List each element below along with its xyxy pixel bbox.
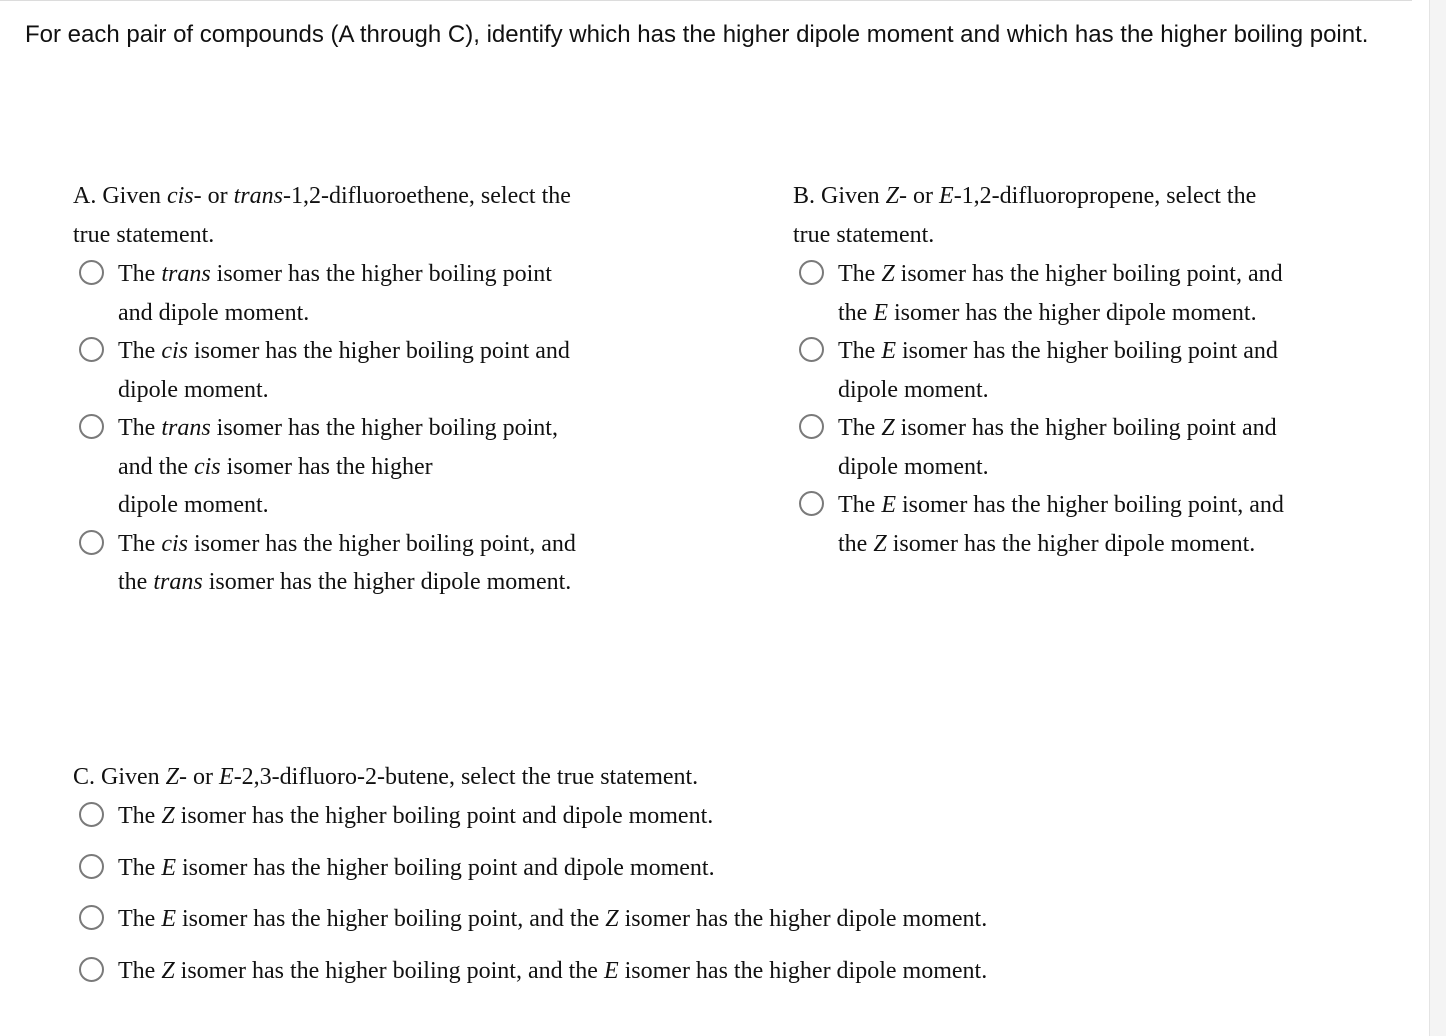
radio-button[interactable] bbox=[799, 260, 824, 285]
italic-term: Z bbox=[605, 906, 619, 932]
italic-term: trans bbox=[161, 261, 211, 287]
question-c-option-2[interactable] bbox=[73, 849, 1273, 888]
option-label: The cis isomer has the higher boiling point and dipole moment. bbox=[118, 338, 570, 403]
instructions-text: For each pair of compounds (A through C), identify which has the higher dipole moment and which has the higher boiling point. bbox=[25, 21, 1369, 48]
radio-button[interactable] bbox=[79, 414, 104, 439]
option-label: The Z isomer has the higher boiling point, and the E isomer has the higher dipole moment. bbox=[118, 957, 988, 984]
radio-button[interactable] bbox=[79, 905, 104, 930]
option-label: The Z isomer has the higher boiling point, and the E isomer has the higher dipole moment. bbox=[838, 261, 1283, 326]
option-label: The trans isomer has the higher boiling point, and the cis isomer has the higher dipole moment. bbox=[118, 415, 558, 518]
italic-term: cis bbox=[166, 183, 194, 209]
question-c-option-1[interactable] bbox=[73, 797, 1273, 836]
question-a-prompt: A. Given cis- or trans-1,2-difluoroethene, select the true statement. bbox=[73, 183, 571, 248]
question-a bbox=[73, 177, 713, 602]
italic-term: trans bbox=[153, 569, 203, 595]
italic-term: trans bbox=[233, 183, 283, 209]
italic-term: E bbox=[881, 492, 896, 518]
radio-button[interactable] bbox=[799, 414, 824, 439]
question-a-options bbox=[73, 255, 713, 602]
option-label: The Z isomer has the higher boiling point and dipole moment. bbox=[118, 803, 714, 829]
question-c-option-3[interactable] bbox=[73, 900, 1273, 939]
question-b-prompt: B. Given Z- or E-1,2-difluoropropene, select the true statement. bbox=[793, 183, 1257, 248]
italic-term: E bbox=[939, 183, 954, 209]
italic-term: Z bbox=[873, 530, 887, 557]
question-c-prompt: C. Given Z- or E-2,3-difluoro-2-butene, select the true statement. bbox=[73, 764, 699, 790]
radio-button[interactable] bbox=[79, 957, 104, 982]
question-b-option-2[interactable] bbox=[793, 332, 1393, 409]
radio-button[interactable] bbox=[79, 802, 104, 827]
question-b-option-3[interactable] bbox=[793, 409, 1393, 486]
italic-term: E bbox=[161, 854, 176, 881]
option-label: The E isomer has the higher boiling point, and the Z isomer has the higher dipole moment. bbox=[118, 906, 988, 932]
radio-button[interactable] bbox=[799, 491, 824, 516]
italic-term: E bbox=[873, 299, 888, 326]
italic-term: Z bbox=[161, 957, 175, 984]
question-c-options bbox=[73, 797, 1273, 991]
italic-term: Z bbox=[161, 803, 175, 829]
italic-term: Z bbox=[881, 261, 895, 287]
question-b-options bbox=[793, 255, 1393, 563]
italic-term: E bbox=[161, 906, 176, 932]
question-b-option-1[interactable] bbox=[793, 255, 1393, 332]
question-a-option-3[interactable] bbox=[73, 409, 713, 525]
option-label: The E isomer has the higher boiling point, and the Z isomer has the higher dipole moment. bbox=[838, 492, 1284, 557]
italic-term: Z bbox=[885, 183, 900, 209]
italic-term: E bbox=[881, 338, 896, 364]
italic-term: trans bbox=[161, 415, 211, 441]
italic-term: cis bbox=[193, 453, 221, 480]
radio-button[interactable] bbox=[79, 854, 104, 879]
question-a-option-4[interactable] bbox=[73, 525, 713, 602]
radio-button[interactable] bbox=[79, 337, 104, 362]
option-label: The trans isomer has the higher boiling point and dipole moment. bbox=[118, 261, 552, 326]
option-label: The Z isomer has the higher boiling point and dipole moment. bbox=[838, 415, 1277, 480]
italic-term: cis bbox=[161, 530, 188, 557]
question-a-option-2[interactable] bbox=[73, 332, 713, 409]
radio-button[interactable] bbox=[79, 530, 104, 555]
option-label: The E isomer has the higher boiling point and dipole moment. bbox=[838, 338, 1278, 403]
italic-term: Z bbox=[165, 764, 180, 790]
italic-term: cis bbox=[161, 338, 188, 364]
scrollbar-track[interactable] bbox=[1429, 0, 1446, 1036]
question-c-option-4[interactable] bbox=[73, 952, 1273, 991]
top-divider bbox=[0, 0, 1412, 1]
question-c bbox=[73, 758, 1273, 1003]
italic-term: Z bbox=[881, 415, 895, 441]
option-label: The E isomer has the higher boiling point and dipole moment. bbox=[118, 854, 715, 881]
italic-term: E bbox=[219, 764, 234, 790]
question-b bbox=[793, 177, 1393, 563]
question-a-option-1[interactable] bbox=[73, 255, 713, 332]
question-b-option-4[interactable] bbox=[793, 486, 1393, 563]
italic-term: E bbox=[603, 957, 619, 984]
option-label: The cis isomer has the higher boiling point, and the trans isomer has the higher dipole moment. bbox=[118, 530, 576, 595]
radio-button[interactable] bbox=[799, 337, 824, 362]
radio-button[interactable] bbox=[79, 260, 104, 285]
